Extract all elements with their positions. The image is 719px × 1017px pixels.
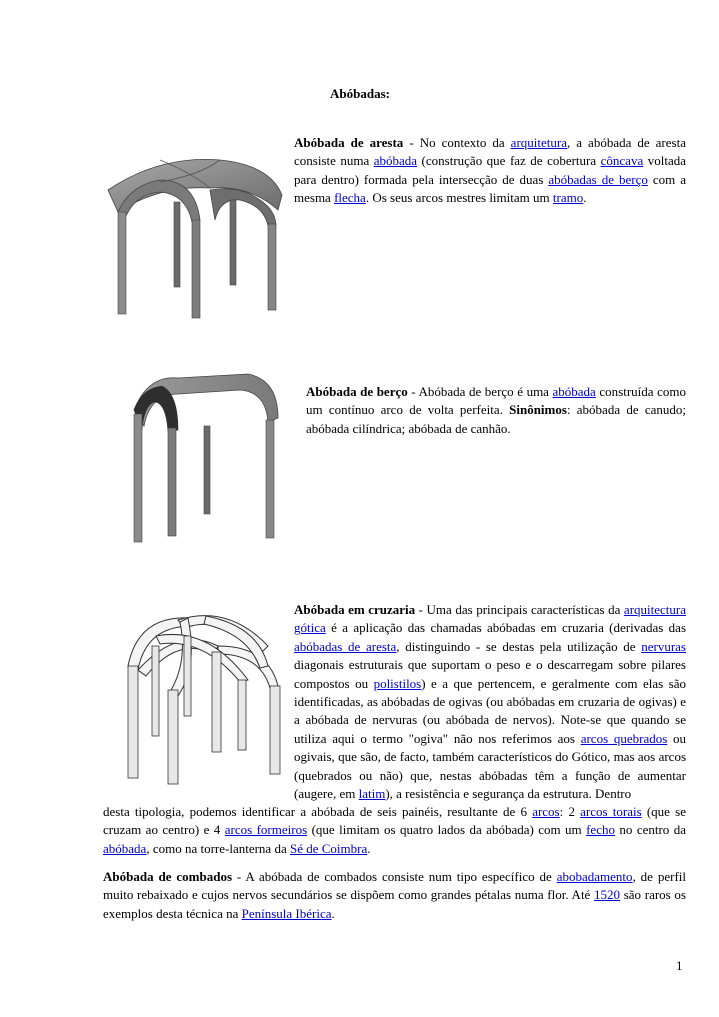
link-arquitetura[interactable]: arquitetura (510, 135, 567, 150)
text-run: desta tipologia, podemos identificar a abóbada de seis painéis, resultante de 6 (103, 804, 533, 819)
text-run: (que limitam os quatro lados da abóbada) com um (307, 822, 587, 838)
text-run: , de perfil muito rebaixado e cujos nervos secundários se dispõem como grandes pétalas numa flor. Até (103, 869, 686, 903)
text-run: , distinguindo - se destas pela utilização de (396, 638, 642, 654)
text-run: ou ogivais, que são, de facto, também característicos do Gótico, mas aos arcos (quebrados ou não) que, nestas abóbadas têm a função de aumentar (augere, em (294, 730, 687, 802)
text-run: . (331, 905, 335, 921)
link-arcos-quebrados[interactable]: arcos quebrados (580, 730, 668, 746)
link-arcos-formeiros[interactable]: arcos formeiros (224, 822, 308, 838)
link-abobada-berco[interactable]: abóbada (552, 384, 596, 399)
text-run: - A abóbada de combados consiste num tipo específico de (232, 869, 557, 884)
link-arcos[interactable]: arcos (532, 804, 560, 819)
rib-vault-illustration (118, 606, 290, 786)
term-berco: Abóbada de berço (306, 384, 408, 399)
paragraph-cruzaria (294, 601, 686, 803)
link-arquitectura-gotica[interactable]: arquitectura gótica (294, 602, 686, 636)
text-run: são raros os exemplos desta técnica na (103, 887, 686, 921)
text-run: (que se cruzam ao centro) e 4 (103, 804, 686, 838)
term-sinonimos: Sinônimos (509, 402, 567, 418)
text-run: construída como um contínuo arco de volta perfeita. (306, 384, 686, 418)
link-abobadas-de-berco[interactable]: abóbadas de berço (548, 171, 648, 187)
text-run: ) e a que pertencem, e geralmente com elas são identificadas, as abóbadas de ogivas (ou abóbadas em cruzaria de ogivas) e a abóbada de nervuras (ou abóbada de nervos). Note-se que quando se utiliza aqui o termo "ogiva" não nos referimos aos (294, 675, 686, 746)
text-run: (construção que faz de cobertura (417, 153, 601, 169)
link-abobadas-de-aresta[interactable]: abóbadas de aresta (294, 638, 397, 654)
text-run: . Os seus arcos mestres limitam um (365, 190, 553, 206)
text-run: - Abóbada de berço é uma (407, 384, 553, 399)
link-abobada-cruzaria[interactable]: abóbada (103, 840, 147, 856)
text-run: : 2 (559, 804, 581, 819)
paragraph-berco (306, 383, 686, 438)
barrel-vault-illustration (128, 370, 288, 548)
page-number: 1 (676, 958, 683, 973)
text-run: no centro da (614, 822, 687, 838)
paragraph-aresta (294, 134, 686, 208)
page-title: Abóbadas: (330, 86, 390, 101)
term-cruzaria: Abóbada em cruzaria (294, 602, 416, 617)
text-run: . (367, 840, 371, 856)
text-run: é a aplicação das chamadas abóbadas em cruzaria (derivadas das (325, 620, 686, 636)
link-peninsula-iberica[interactable]: Península Ibérica (241, 905, 332, 921)
text-run: No contexto da (419, 135, 511, 150)
groin-vault-illustration (100, 150, 290, 320)
separator: - (403, 135, 420, 150)
text-run: , a abóbada de aresta consiste numa (294, 135, 686, 169)
text-run: diagonais estruturais que suportam o peso e o descarregam sobre pilares compostos ou (294, 657, 686, 691)
term-combados: Abóbada de combados (103, 869, 233, 884)
text-run: , como na torre-lanterna da (146, 840, 290, 856)
link-fecho[interactable]: fecho (586, 822, 615, 838)
link-abobada[interactable]: abóbada (373, 153, 418, 169)
link-arcos-torais[interactable]: arcos torais (580, 804, 642, 819)
link-tramo[interactable]: tramo (552, 190, 584, 206)
link-1520[interactable]: 1520 (594, 887, 621, 903)
link-polistilos[interactable]: polistilos (373, 675, 422, 691)
text-run: com a mesma (294, 171, 687, 206)
text-run: ), a resistência e segurança da estrutura. Dentro (385, 786, 632, 802)
text-run: - Uma das principais características da (415, 602, 624, 617)
paragraph-combados (103, 868, 686, 923)
link-nervuras[interactable]: nervuras (641, 638, 686, 654)
link-concava[interactable]: côncava (600, 153, 644, 169)
link-abobadamento[interactable]: abobadamento (556, 869, 633, 884)
paragraph-cruzaria-continued (103, 803, 686, 858)
text-run: voltada para dentro) formada pela intersecção de duas (294, 153, 686, 187)
text-run: . (583, 190, 587, 206)
term-aresta: Abóbada de aresta (294, 135, 404, 150)
text-run: : abóbada de canudo; abóbada cilíndrica; abóbada de canhão. (306, 402, 687, 436)
link-se-de-coimbra[interactable]: Sé de Coimbra (289, 840, 368, 856)
link-flecha[interactable]: flecha (334, 190, 366, 206)
link-latim[interactable]: latim (358, 786, 386, 802)
